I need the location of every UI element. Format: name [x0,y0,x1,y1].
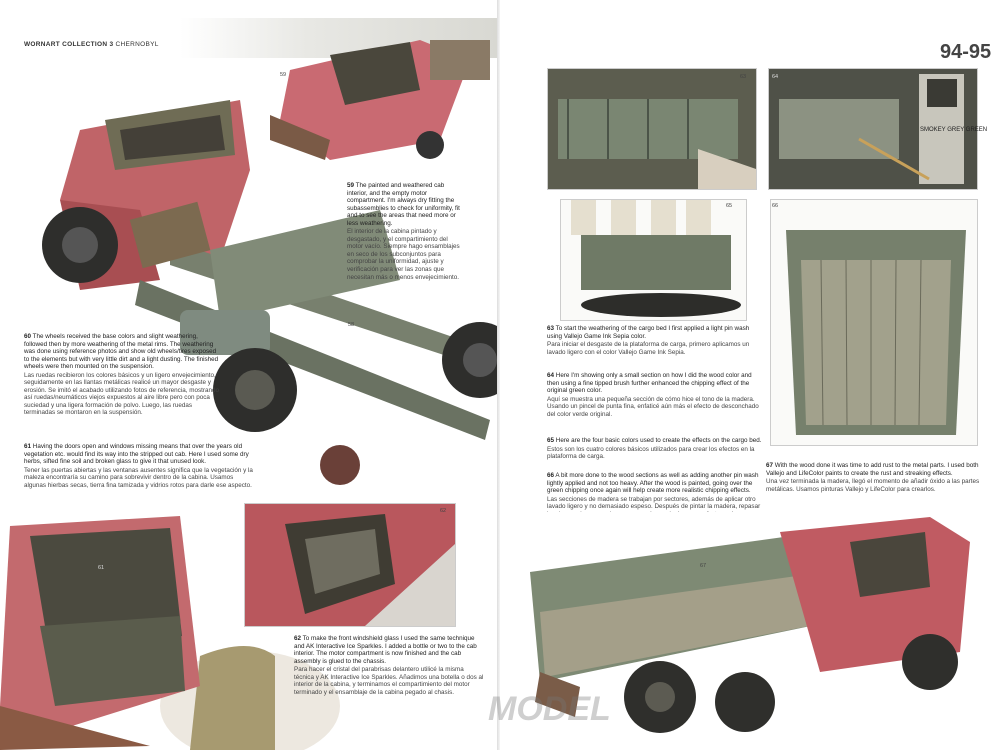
caption-63: 63 To start the weathering of the cargo bed I first applied a light pin wash using Vallejo Game Ink Sepia color. Para iniciar el desgaste de la plataforma de carga, primero aplicamos un lavado ligero con el color Vallejo Game Ink Sepia. [547,325,750,356]
photo-number: 61 [98,565,105,571]
caption-60: 60 The wheels received the base colors and slight weathering, followed then by more weathering of the metal rims. The weathering was done using reference photos and show old wheels/tires exposed to the elements but with very little dirt and a light dusting. The finished wheels were then mounted on the suspension. Las ruedas recibieron los colores básicos y un ligero envejecimiento, seguidamente en las llantas metálicas realicé un mayor desgaste y erosión. Se imitó el acabado utilizando fotos de referencia, mostrando así ruedas/neumáticos viejos expuestos al aire libre pero con poca suciedad y una ligera formación de polvo. Luego, las ruedas terminadas se montaron en la suspensión. [24,333,219,417]
caption-66: 66 A bit more done to the wood sections as well as adding another pin wash lightly applied and not too heavy. After the wood is painted, going over the green chipping once again will help create more realistic chipping effects. Las secciones de madera se trabajan por sectores, además de aplicar otro lavado ligero y no demasiado espeso. Después de pintar la madera, repasar [547,472,761,511]
caption-64: 64 Here I'm showing only a small section on how I did the wood color and then using a fine tipped brush further enhanced the chipping effect of the original green color. Aquí se muestra una pequeña sección de cómo hice el tono de la madera. Usando un pincel de punta fina, enfaticé aún más el efecto de desconchado del color verde original. [547,372,759,418]
photo-number: 63 [740,74,747,80]
caption-59: 59 The painted and weathered cab interior, and the empty motor compartment. I'm always dry fitting the subassemblies to check for uniformity, fit and to see the areas that need more or less weathering. El interior de la cabina pintado y desgastado, y el compartimiento del motor vacío. Siempre hago ensamblajes en seco de los subconjuntos para comprobar la uniformidad, ajuste y verificación para ver las zonas que necesitan más o menos envejecimiento. [347,182,460,281]
photo-66-cargo-floor [770,199,978,446]
watermark: MODEL [488,690,611,728]
page-number: 94-95 [940,41,992,63]
photo-number: 62 [440,508,447,514]
series-title: WORNART COLLECTION 3 CHERNOBYL [24,41,159,48]
caption-67: 67 With the wood done it was time to add rust to the metal parts. I used both Vallejo and LifeColor paints to create the rust and streaking effects. Una vez terminada la madera, llegó el momento de añadir óxido a las partes metálicas. Usamos pinturas Vallejo y LifeColor para crearlos. [766,462,980,493]
paint-label: SMOKEY GREY GREEN [920,127,988,133]
photo-number: 58 [348,322,355,328]
photo-59-cab [270,20,500,165]
caption-65: 65 Here are the four basic colors used to create the effects on the cargo bed. Estos son los cuatro colores básicos utilizados para crear los efectos en la plataforma de carga. [547,437,762,461]
photo-number: 67 [700,563,707,569]
right-page [500,0,1000,750]
photo-number: 66 [772,203,779,209]
photo-number: 64 [772,74,779,80]
photo-65-paints [560,199,747,321]
photo-number: 59 [280,72,287,78]
photo-62-windshield [244,503,456,627]
photo-61-cab-vegetation [0,506,275,750]
photo-64-wood-detail [768,68,988,190]
photo-number: 65 [726,203,733,209]
photo-63-cargo-bed [547,68,757,190]
caption-62: 62 To make the front windshield glass I used the same technique and AK Interactive Ice Sparkles. I added a bottle or two to the cab interior. The motor compartment is now finished and the cab assembly is glued to the chassis. Para hacer el cristal del parabrisas delantero utilicé la misma técnica y AK Interactive Ice Sparkles. Añadimos una botella o dos al interior de la cabina, y terminamos el compartimiento del motor terminado y el ensamblaje de la cabina pegado al chasis. [294,635,484,696]
caption-61: 61 Having the doors open and windows missing means that over the years old vegetation etc. would find its way into the stripped out cab. Here I used some dry herbs, sifted fine soil and broken glass to give it that unused look. Tener las puertas abiertas y las ventanas ausentes significa que la vegetación y la maleza encontraría su camino para sobrevivir dentro de la cabina. Usamos algunas hierbas secas, tierra fina tamizada y vidrios rotos para darle ese aspecto. [24,443,253,489]
